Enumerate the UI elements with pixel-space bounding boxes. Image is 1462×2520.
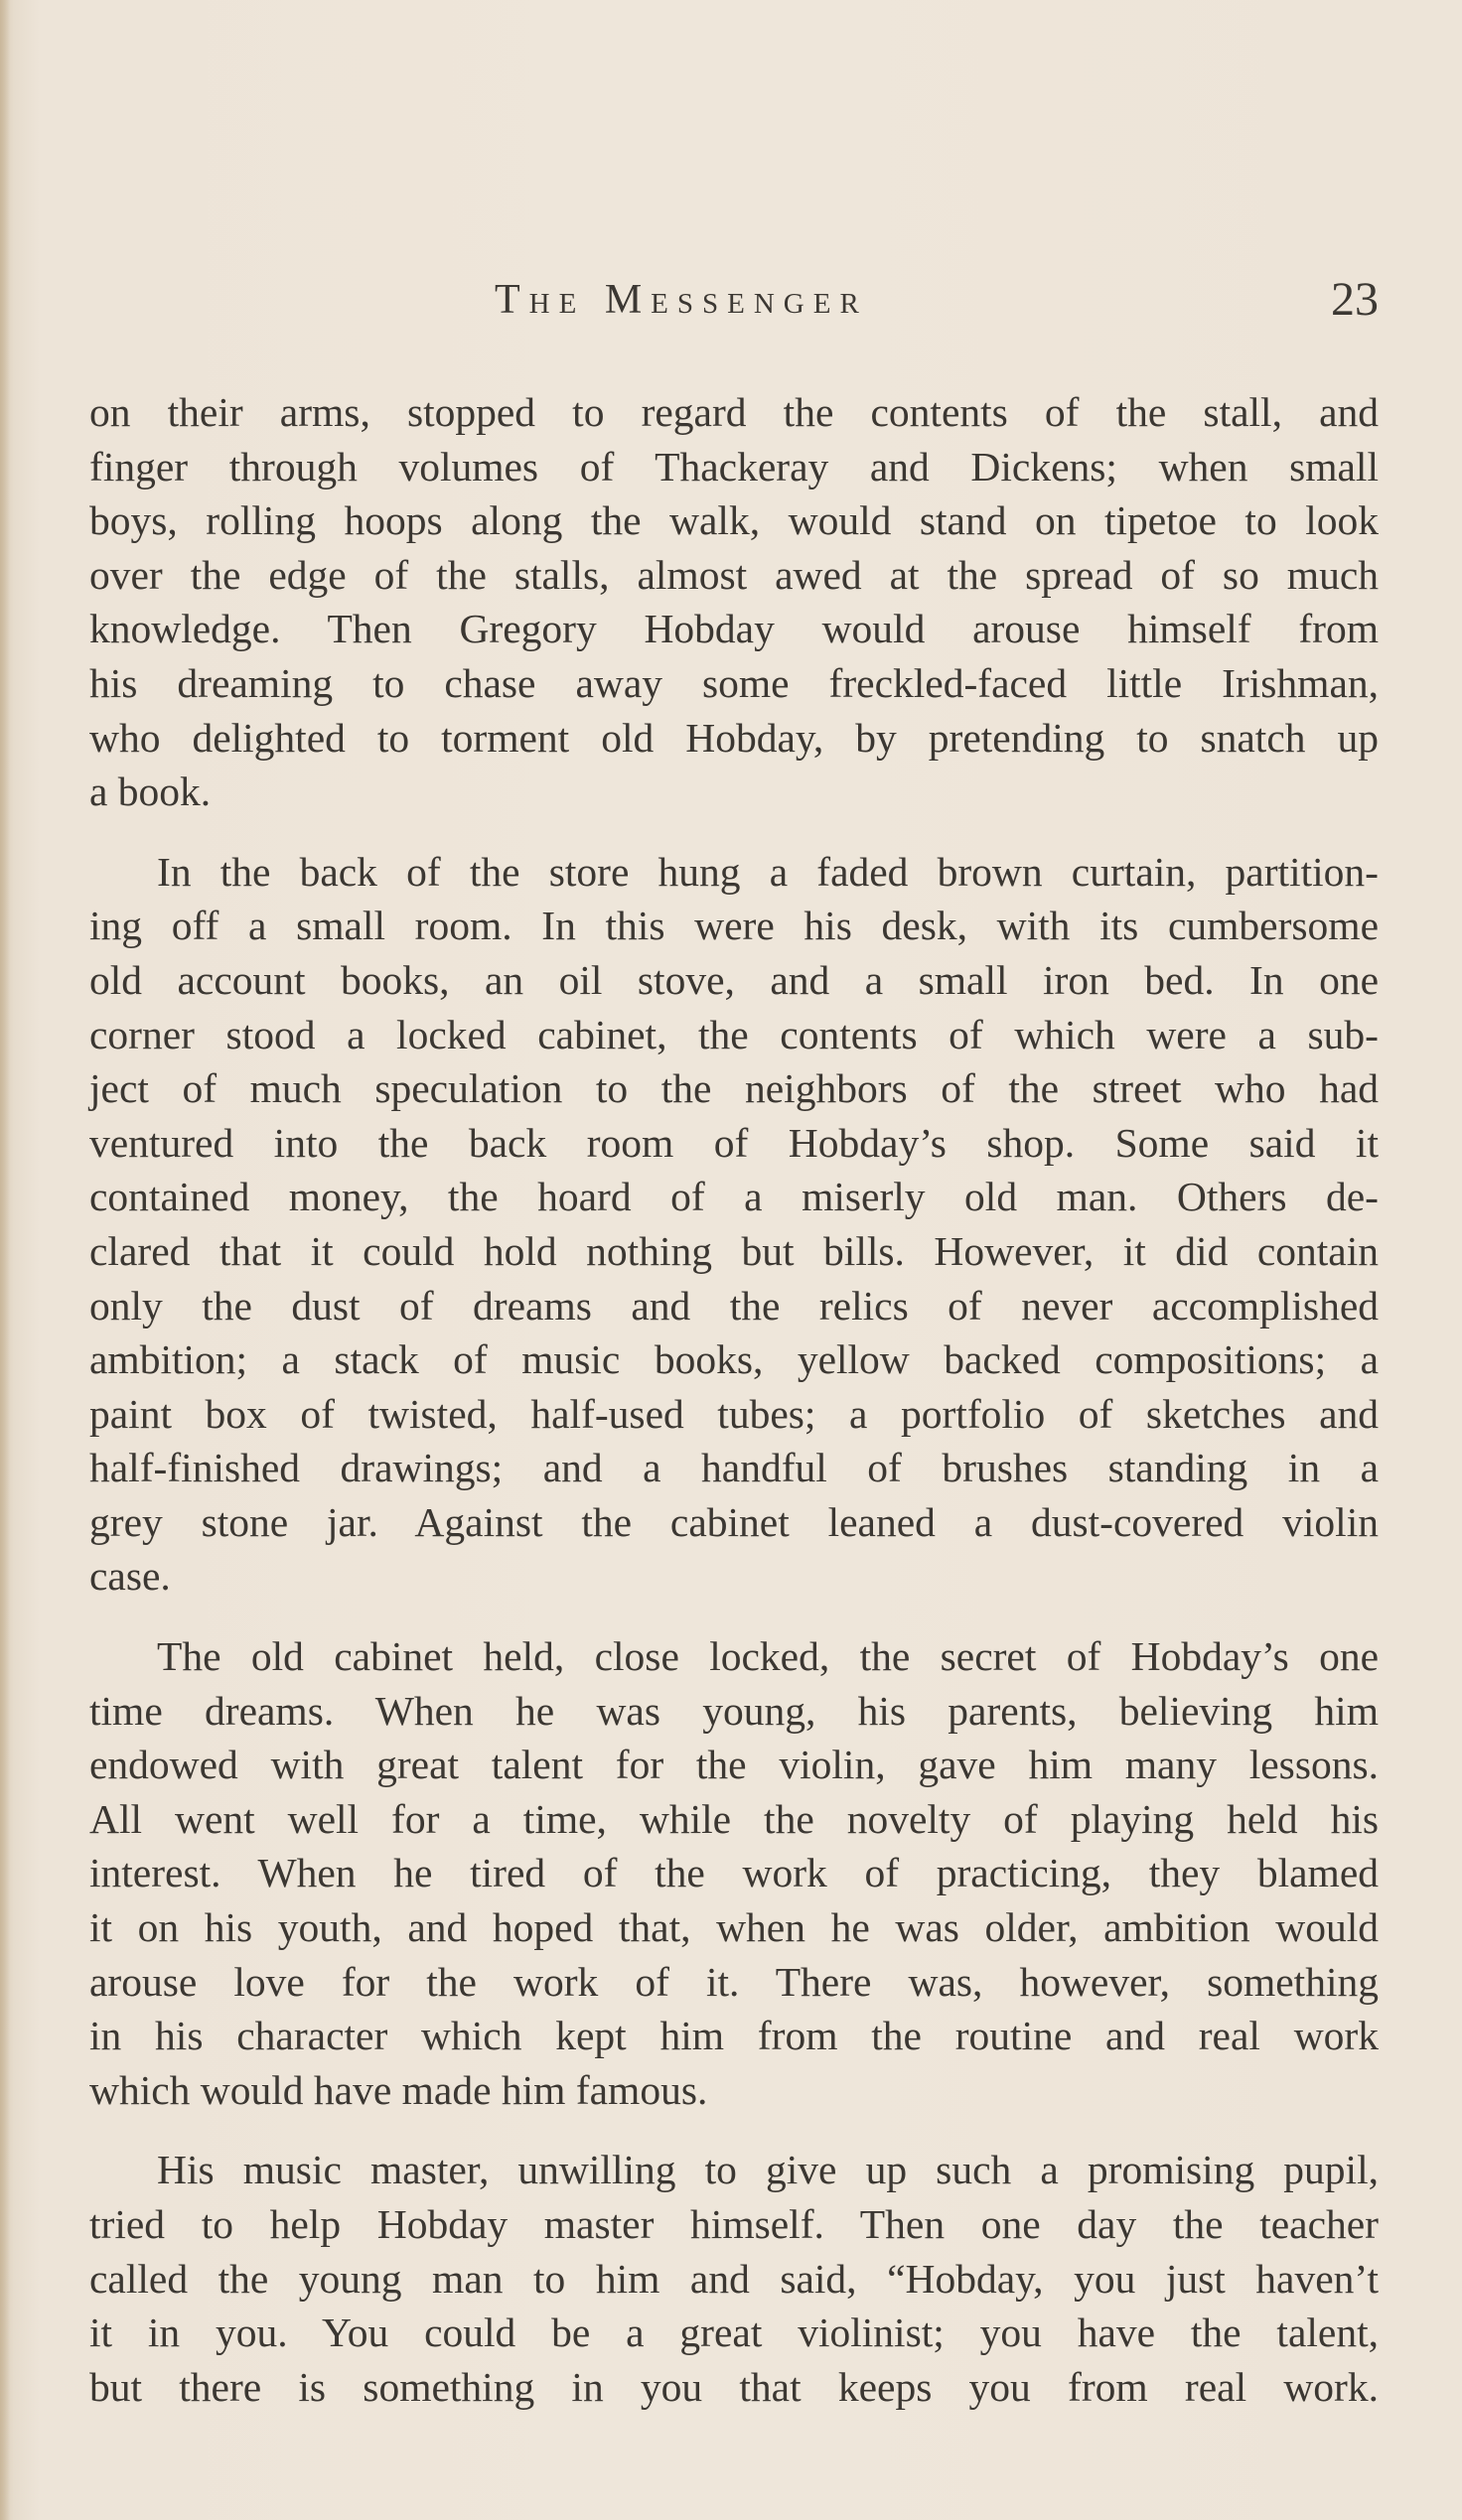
- paragraph-1: [89, 385, 1379, 819]
- paragraph-4: [89, 2143, 1379, 2414]
- text-line: ing off a small room. In this were his desk, with its cumbersome: [89, 903, 1379, 949]
- text-line: grey stone jar. Against the cabinet leaned a dust-covered violin: [89, 1498, 1379, 1545]
- text-line: knowledge. Then Gregory Hobday would arouse himself from: [89, 606, 1379, 652]
- paragraph-2: [89, 845, 1379, 1604]
- text-line: ject of much speculation to the neighbors of the street who had: [89, 1065, 1379, 1112]
- text-line: endowed with great talent for the violin, gave him many lessons.: [89, 1742, 1379, 1788]
- text-line: case.: [89, 1553, 171, 1600]
- text-line: it in you. You could be a great violinist; you have the talent,: [89, 2310, 1379, 2356]
- text-line: it on his youth, and hoped that, when he was older, ambition would: [89, 1904, 1379, 1951]
- text-line: tried to help Hobday master himself. Then one day the teacher: [89, 2201, 1379, 2247]
- text-line: only the dust of dreams and the relics of never accomplished: [89, 1282, 1379, 1329]
- text-line: but there is something in you that keeps you from real work.: [89, 2363, 1379, 2410]
- text-line: paint box of twisted, half-used tubes; a portfolio of sketches and: [89, 1390, 1379, 1437]
- text-line: arouse love for the work of it. There was, however, something: [89, 1958, 1379, 2005]
- text-line: in his character which kept him from the routine and real work: [89, 2013, 1379, 2059]
- text-line: The old cabinet held, close locked, the secret of Hobday’s one: [157, 1633, 1379, 1680]
- running-head: [0, 273, 1462, 336]
- text-line: finger through volumes of Thackeray and Dickens; when small: [89, 443, 1379, 490]
- text-line: corner stood a locked cabinet, the contents of which were a sub-: [89, 1011, 1379, 1057]
- text-line: which would have made him famous.: [89, 2066, 708, 2113]
- binding-shadow: [0, 0, 10, 2520]
- paragraph-3: [89, 1629, 1379, 2117]
- text-line: old account books, an oil stove, and a small iron bed. In one: [89, 956, 1379, 1003]
- text-line: his dreaming to chase away some freckled-faced little Irishman,: [89, 659, 1379, 706]
- text-line: All went well for a time, while the novelty of playing held his: [89, 1795, 1379, 1842]
- text-line: a book.: [89, 769, 212, 815]
- running-title: The Messenger: [495, 277, 868, 323]
- page-number: 23: [1331, 273, 1379, 326]
- body-text: [89, 385, 1379, 2414]
- text-line: over the edge of the stalls, almost awed at the spread of so much: [89, 551, 1379, 598]
- text-line: contained money, the hoard of a miserly old man. Others de-: [89, 1174, 1379, 1220]
- text-line: ventured into the back room of Hobday’s shop. Some said it: [89, 1119, 1379, 1166]
- text-line: interest. When he tired of the work of practicing, they blamed: [89, 1850, 1379, 1896]
- text-line: His music master, unwilling to give up such a promising pupil,: [157, 2147, 1379, 2193]
- text-line: ambition; a stack of music books, yellow backed compositions; a: [89, 1336, 1379, 1383]
- text-line: boys, rolling hoops along the walk, would stand on tipetoe to look: [89, 497, 1379, 544]
- text-line: half-finished drawings; and a handful of brushes standing in a: [89, 1445, 1379, 1491]
- text-line: clared that it could hold nothing but bills. However, it did contain: [89, 1227, 1379, 1274]
- text-line: on their arms, stopped to regard the contents of the stall, and: [89, 389, 1379, 435]
- text-line: time dreams. When he was young, his parents, believing him: [89, 1687, 1379, 1734]
- text-line: called the young man to him and said, “Hobday, you just haven’t: [89, 2255, 1379, 2302]
- text-line: In the back of the store hung a faded brown curtain, partition-: [157, 848, 1379, 895]
- text-line: who delighted to torment old Hobday, by pretending to snatch up: [89, 714, 1379, 761]
